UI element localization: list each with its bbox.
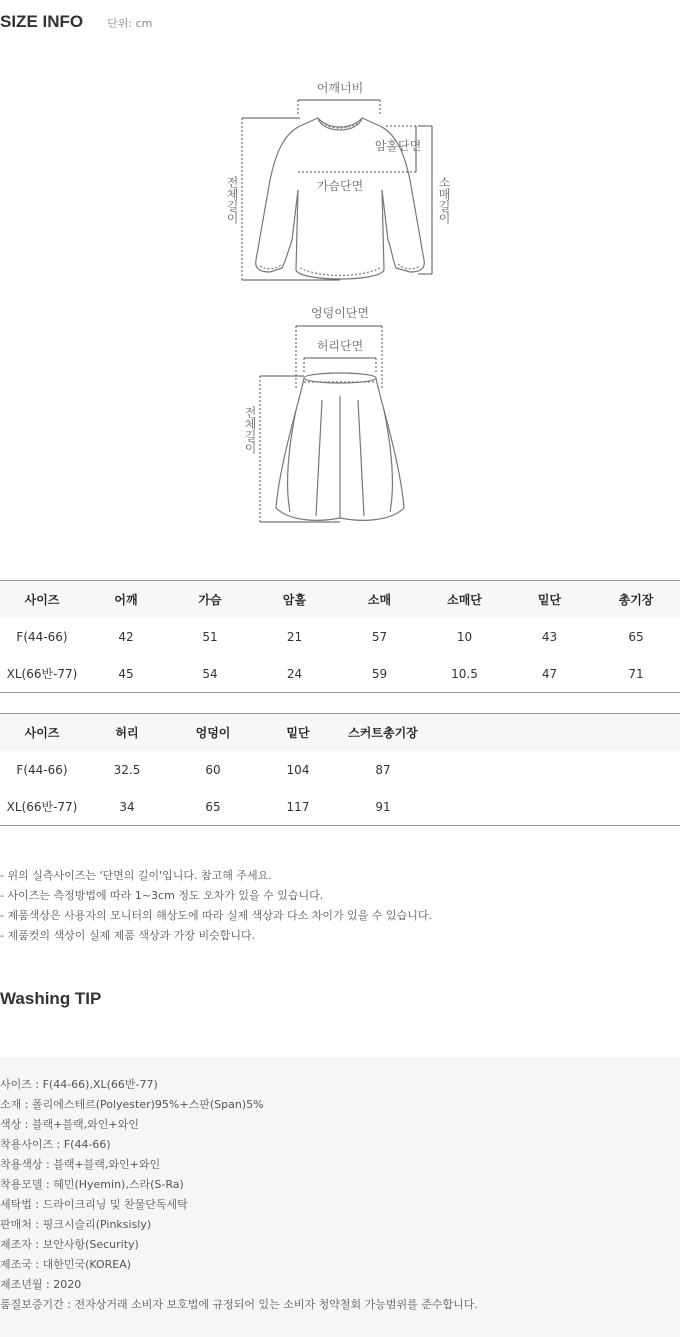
cell-size: XL(66반-77) bbox=[0, 788, 84, 826]
cell bbox=[510, 751, 595, 788]
cell: 87 bbox=[375, 762, 391, 777]
col-waist: 허리 bbox=[84, 714, 170, 752]
cell: 54 bbox=[168, 655, 252, 693]
table-row bbox=[0, 788, 680, 826]
unit-label: 단위: cm bbox=[107, 17, 153, 30]
table-row bbox=[0, 751, 680, 788]
product-info-list bbox=[0, 1075, 478, 1315]
cell: 45 bbox=[84, 655, 168, 693]
label-shoulder: 어깨너비 bbox=[316, 81, 364, 95]
col-size: 사이즈 bbox=[0, 714, 84, 752]
table-row bbox=[0, 618, 680, 655]
info-item: 품질보증기간 : 전자상거래 소비자 보호법에 규정되어 있는 소비자 청약철회 가능범위를 준수합니다. bbox=[0, 1298, 478, 1311]
cell: 57 bbox=[371, 629, 388, 644]
cell: 34 bbox=[84, 788, 170, 826]
info-item: 착용사이즈 : F(44-66) bbox=[0, 1138, 111, 1151]
cell: 51 bbox=[202, 629, 218, 644]
cell: 104 bbox=[286, 762, 310, 777]
label-armhole: 암홀단면 bbox=[374, 139, 422, 153]
col-cuff: 소매단 bbox=[422, 581, 507, 619]
cell: 65 bbox=[170, 788, 256, 826]
table-header-row bbox=[0, 714, 680, 752]
cell: 21 bbox=[286, 629, 303, 644]
cell bbox=[595, 788, 680, 826]
label-hip: 엉덩이단면 bbox=[311, 306, 369, 320]
cell bbox=[595, 751, 680, 788]
page-title: SIZE INFO bbox=[0, 12, 84, 31]
skirt-illustration bbox=[276, 373, 404, 520]
cell: 43 bbox=[541, 629, 558, 644]
cell bbox=[510, 788, 595, 826]
cell: 42 bbox=[118, 629, 134, 644]
col-chest: 가슴 bbox=[168, 581, 252, 619]
label-waist: 허리단면 bbox=[316, 339, 364, 353]
size-info-header bbox=[0, 12, 152, 36]
col-shoulder: 어깨 bbox=[84, 581, 168, 619]
note-item: - 위의 실측사이즈는 '단면의 길이'입니다. 참고해 주세요. bbox=[0, 869, 272, 882]
cell: 32.5 bbox=[113, 762, 141, 777]
label-top-length: 전체길이 bbox=[225, 176, 239, 224]
col-sleeve: 소매 bbox=[337, 581, 422, 619]
info-item: 제조년월 : 2020 bbox=[0, 1278, 82, 1291]
washing-tip-title: Washing TIP bbox=[0, 989, 102, 1008]
col-hem: 밑단 bbox=[256, 714, 340, 752]
cell bbox=[426, 788, 510, 826]
cell-size: F(44-66) bbox=[16, 762, 68, 777]
cell: 60 bbox=[205, 762, 221, 777]
info-item: 판매처 : 핑크시슬리(Pinksisly) bbox=[0, 1218, 152, 1231]
note-item: - 사이즈는 측정방법에 따라 1~3cm 정도 오차가 있을 수 있습니다. bbox=[0, 889, 324, 902]
label-sleeve: 소매길이 bbox=[437, 176, 451, 224]
info-item: 세탁법 : 드라이크리닝 및 찬물단독세탁 bbox=[0, 1198, 188, 1211]
cell: 24 bbox=[252, 655, 337, 693]
cell-size: XL(66반-77) bbox=[0, 655, 84, 693]
cell: 10 bbox=[456, 629, 473, 644]
note-item: - 제품컷의 색상이 실제 제품 색상과 가장 비슷합니다. bbox=[0, 929, 256, 942]
note-item: - 제품색상은 사용자의 모니터의 해상도에 따라 실제 색상과 다소 차이가 있을 수 있습니다. bbox=[0, 909, 432, 922]
label-skirt-length: 전체길이 bbox=[243, 406, 257, 454]
cell: 65 bbox=[628, 629, 644, 644]
col-size: 사이즈 bbox=[0, 581, 84, 619]
info-item: 소재 : 폴리에스테르(Polyester)95%+스판(Span)5% bbox=[0, 1098, 264, 1111]
col-total-length: 총기장 bbox=[592, 581, 680, 619]
skirt-size-table bbox=[0, 713, 680, 826]
col-skirt-length: 스커트총기장 bbox=[340, 714, 426, 752]
cell: 71 bbox=[592, 655, 680, 693]
info-item: 사이즈 : F(44-66),XL(66반-77) bbox=[0, 1078, 158, 1091]
col-empty bbox=[426, 714, 510, 752]
table-row bbox=[0, 655, 680, 693]
size-notes bbox=[0, 866, 432, 946]
info-item: 착용모델 : 혜민(Hyemin),스라(S-Ra) bbox=[0, 1178, 184, 1191]
cell: 91 bbox=[340, 788, 426, 826]
col-empty bbox=[595, 714, 680, 752]
cell bbox=[426, 751, 510, 788]
cell-size: F(44-66) bbox=[16, 629, 68, 644]
info-item: 제조국 : 대한민국(KOREA) bbox=[0, 1258, 132, 1271]
product-info-panel bbox=[0, 1057, 680, 1337]
cell: 59 bbox=[337, 655, 422, 693]
top-size-table bbox=[0, 580, 680, 693]
col-empty bbox=[510, 714, 595, 752]
cell: 47 bbox=[507, 655, 592, 693]
label-chest: 가슴단면 bbox=[316, 179, 364, 193]
info-item: 착용색상 : 블랙+블랙,와인+와인 bbox=[0, 1158, 161, 1171]
info-item: 제조자 : 보안사항(Security) bbox=[0, 1238, 139, 1251]
cell: 10.5 bbox=[422, 655, 507, 693]
col-hem: 밑단 bbox=[507, 581, 592, 619]
size-diagram bbox=[0, 60, 680, 540]
col-armhole: 암홀 bbox=[252, 581, 337, 619]
table-header-row bbox=[0, 581, 680, 619]
cell: 117 bbox=[256, 788, 340, 826]
col-hip: 엉덩이 bbox=[170, 714, 256, 752]
info-item: 색상 : 블랙+블랙,와인+와인 bbox=[0, 1118, 139, 1131]
